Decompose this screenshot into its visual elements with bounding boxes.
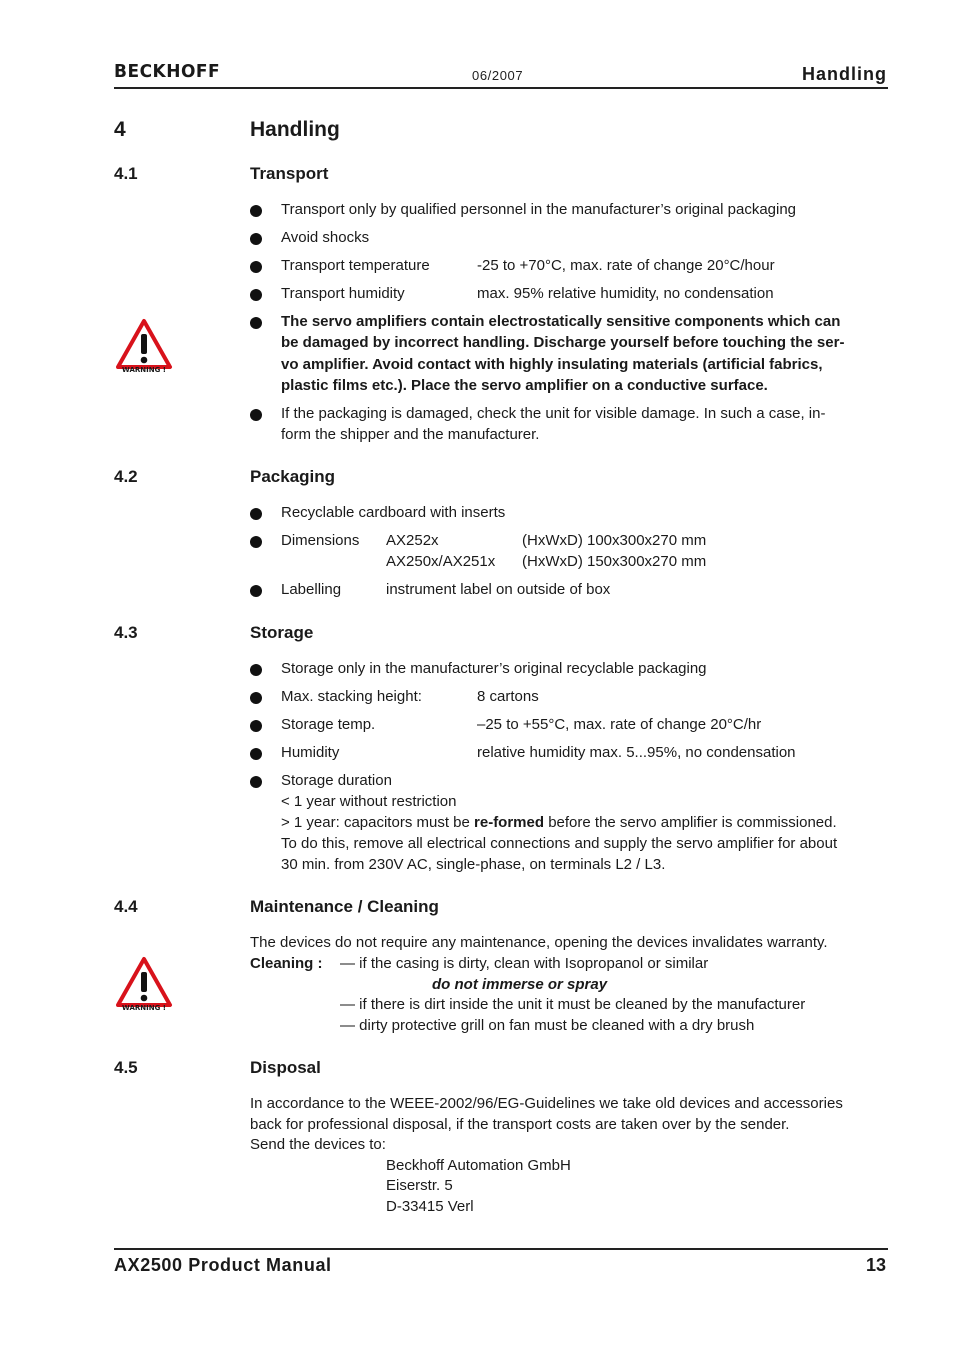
list-item-continuation: plastic films etc.). Place the servo amplifier on a conductive surface. <box>281 377 768 394</box>
section-title-maintenance: Maintenance / Cleaning <box>250 897 439 916</box>
cleaning-item: — dirty protective grill on fan must be cleaned with a dry brush <box>340 1017 755 1034</box>
list-item-continuation: vo amplifier. Avoid contact with highly insulating materials (artificial fabrics, <box>281 356 823 373</box>
dimension-value: (HxWxD) 100x300x270 mm <box>522 532 707 549</box>
list-item-label: Labelling <box>281 581 342 598</box>
page-number: 13 <box>865 1255 886 1275</box>
document-date: 06/2007 <box>472 68 524 83</box>
list-item: Avoid shocks <box>281 229 370 246</box>
cleaning-note: do not immerse or spray <box>432 976 608 993</box>
footer-manual-title: AX2500 Product Manual <box>114 1255 332 1275</box>
bullet-icon <box>250 720 262 732</box>
footer-rule <box>114 1248 888 1250</box>
section-number-4-1: 4.1 <box>114 164 138 183</box>
dimension-value: (HxWxD) 150x300x270 mm <box>522 553 707 570</box>
section-number-4-5: 4.5 <box>114 1058 138 1077</box>
list-item: If the packaging is damaged, check the unit for visible damage. In such a case, in- <box>281 405 826 422</box>
cleaning-item: — if there is dirt inside the unit it must be cleaned by the manufacturer <box>340 996 806 1013</box>
list-item: Storage duration <box>281 772 392 789</box>
list-item-continuation: be damaged by incorrect handling. Discharge yourself before touching the ser- <box>281 334 845 351</box>
section-title-disposal: Disposal <box>250 1058 321 1077</box>
address-street: Eiserstr. 5 <box>386 1177 453 1194</box>
warning-label: WARNING ! <box>122 1004 166 1012</box>
section-title-storage: Storage <box>250 623 314 642</box>
paragraph: Send the devices to: <box>250 1136 386 1153</box>
list-item-value: instrument label on outside of box <box>386 581 611 598</box>
chapter-number: 4 <box>114 118 126 141</box>
list-item-label: Transport temperature <box>281 257 430 274</box>
list-item: Transport only by qualified personnel in the manufacturer’s original packaging <box>281 201 797 218</box>
dimension-model: AX250x/AX251x <box>386 553 496 570</box>
list-item-continuation: 30 min. from 230V AC, single-phase, on terminals L2 / L3. <box>281 856 666 873</box>
list-item-label: Dimensions <box>281 532 360 549</box>
chapter-title: Handling <box>250 118 340 141</box>
list-item-label: Max. stacking height: <box>281 688 422 705</box>
bullet-icon <box>250 317 262 329</box>
text-run: > 1 year: capacitors must be <box>281 814 475 831</box>
warning-label: WARNING ! <box>122 366 166 374</box>
bullet-icon <box>250 692 262 704</box>
paragraph: In accordance to the WEEE-2002/96/EG-Guidelines we take old devices and accessories <box>250 1095 843 1112</box>
list-item: Recyclable cardboard with inserts <box>281 504 506 521</box>
bullet-icon <box>250 205 262 217</box>
list-item-value: -25 to +70°C, max. rate of change 20°C/hour <box>477 257 775 274</box>
address-city: D-33415 Verl <box>386 1198 474 1215</box>
section-number-4-2: 4.2 <box>114 467 138 486</box>
list-item-label: Storage temp. <box>281 716 376 733</box>
list-item-value: –25 to +55°C, max. rate of change 20°C/hr <box>477 716 762 733</box>
bullet-icon <box>250 748 262 760</box>
list-item: Storage only in the manufacturer’s original recyclable packaging <box>281 660 707 677</box>
header-rule <box>114 87 888 89</box>
bullet-icon <box>250 233 262 245</box>
header-section-title: Handling <box>802 64 887 84</box>
list-item-continuation: < 1 year without restriction <box>281 793 457 810</box>
list-item-continuation <box>281 812 837 833</box>
list-item-value: max. 95% relative humidity, no condensation <box>477 285 774 302</box>
cleaning-label: Cleaning : <box>250 955 323 972</box>
list-item-label: Transport humidity <box>281 285 405 302</box>
section-number-4-4: 4.4 <box>114 897 138 916</box>
section-title-transport: Transport <box>250 164 329 183</box>
address-company: Beckhoff Automation GmbH <box>386 1157 571 1174</box>
list-item-continuation: form the shipper and the manufacturer. <box>281 426 540 443</box>
bullet-icon <box>250 409 262 421</box>
brand-logo: BECKHOFF <box>114 61 221 83</box>
paragraph: back for professional disposal, if the transport costs are taken over by the sender. <box>250 1116 790 1133</box>
list-item: The servo amplifiers contain electrostatically sensitive components which can <box>281 313 841 330</box>
bullet-icon <box>250 585 262 597</box>
bullet-icon <box>250 776 262 788</box>
list-item-label: Humidity <box>281 744 340 761</box>
emphasis-reformed: re-formed <box>474 814 545 831</box>
list-item-value: relative humidity max. 5...95%, no condensation <box>477 744 796 761</box>
section-title-packaging: Packaging <box>250 467 336 486</box>
bullet-icon <box>250 536 262 548</box>
list-item-value: 8 cartons <box>477 688 539 705</box>
bullet-icon <box>250 664 262 676</box>
bullet-icon <box>250 508 262 520</box>
list-item-continuation: To do this, remove all electrical connections and supply the servo amplifier for about <box>281 835 838 852</box>
text-run: before the servo amplifier is commissioned. <box>544 814 837 831</box>
bullet-icon <box>250 289 262 301</box>
dimension-model: AX252x <box>386 532 439 549</box>
section-number-4-3: 4.3 <box>114 623 138 642</box>
paragraph: The devices do not require any maintenance, opening the devices invalidates warranty. <box>250 934 828 951</box>
cleaning-item: — if the casing is dirty, clean with Isopropanol or similar <box>340 955 709 972</box>
bullet-icon <box>250 261 262 273</box>
